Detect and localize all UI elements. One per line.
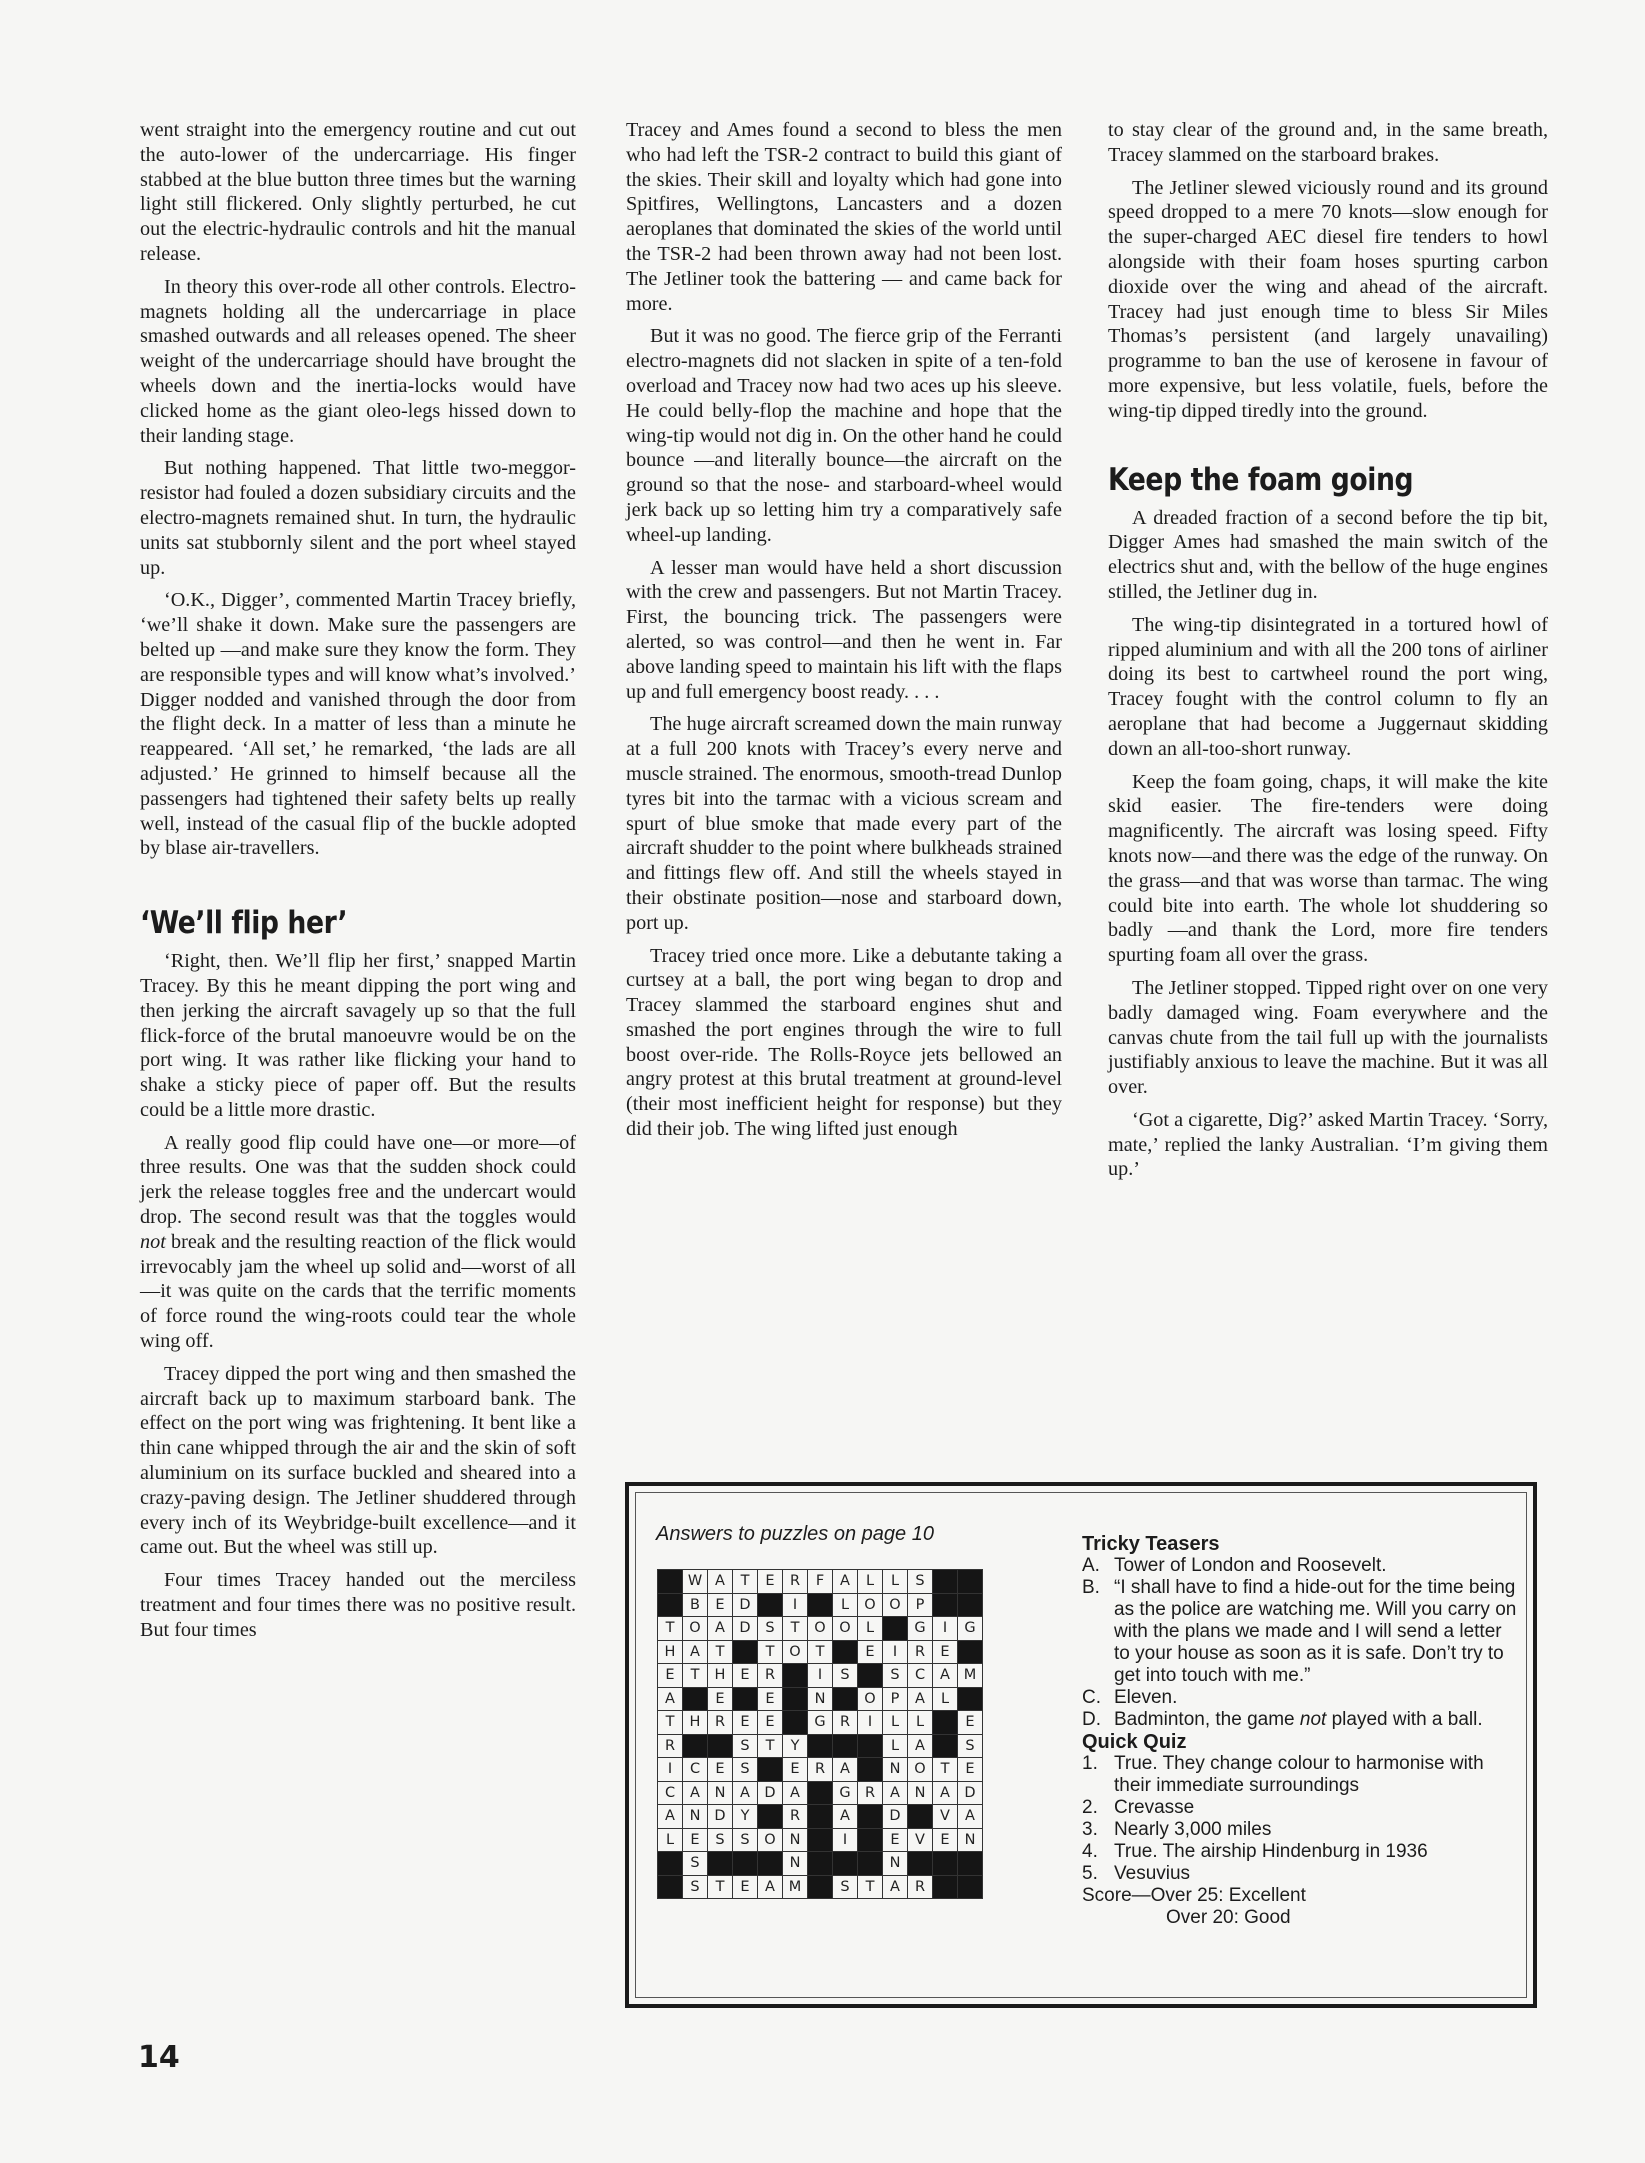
crossword-letter-cell: T [708, 1640, 733, 1664]
crossword-letter-cell: G [958, 1617, 983, 1641]
crossword-letter-cell: I [933, 1617, 958, 1641]
crossword-row [658, 1734, 983, 1758]
section-heading-foam: Keep the foam going [1108, 461, 1414, 498]
answer-label: 5. [1082, 1863, 1098, 1884]
crossword-black-cell [808, 1828, 833, 1852]
text-run: played with a ball. [1326, 1709, 1483, 1730]
crossword-letter-cell: M [958, 1664, 983, 1688]
crossword-letter-cell: R [758, 1664, 783, 1688]
crossword-black-cell [783, 1664, 808, 1688]
article-column-2 [626, 118, 1062, 1150]
crossword-letter-cell: F [808, 1570, 833, 1594]
tricky-answer [1082, 1555, 1522, 1577]
crossword-letter-cell: I [783, 1593, 808, 1617]
crossword-row [658, 1570, 983, 1594]
crossword-letter-cell: T [858, 1875, 883, 1899]
crossword-row [658, 1758, 983, 1782]
crossword-black-cell [808, 1593, 833, 1617]
crossword-letter-cell: O [858, 1593, 883, 1617]
crossword-black-cell [708, 1734, 733, 1758]
answer-text: Vesuvius [1114, 1863, 1191, 1884]
crossword-row [658, 1781, 983, 1805]
quiz-answer [1082, 1819, 1522, 1841]
crossword-letter-cell: E [933, 1828, 958, 1852]
paragraph [140, 1131, 576, 1354]
crossword-letter-cell: S [833, 1664, 858, 1688]
crossword-letter-cell: E [708, 1687, 733, 1711]
crossword-black-cell [758, 1852, 783, 1876]
crossword-letter-cell: R [808, 1758, 833, 1782]
crossword-letter-cell: O [758, 1828, 783, 1852]
answer-label: B. [1082, 1577, 1100, 1598]
crossword-letter-cell: E [883, 1828, 908, 1852]
paragraph: ‘Right, then. We’ll flip her first,’ snapped Martin Tracey. By this he meant dipping the port wing and then jerking the aircraft savagely up so that the full flick-force of the brutal manoeuvre would be on the port wing. It was rather like flicking your hand to shake a sticky piece of paper off. But the results could be a little more drastic. [140, 950, 576, 1121]
crossword-letter-cell: R [658, 1734, 683, 1758]
crossword-letter-cell: I [658, 1758, 683, 1782]
crossword-letter-cell: G [908, 1617, 933, 1641]
crossword-letter-cell: E [758, 1711, 783, 1735]
crossword-letter-cell: I [833, 1828, 858, 1852]
crossword-letter-cell: L [833, 1593, 858, 1617]
crossword-black-cell [958, 1640, 983, 1664]
answer-text: Eleven. [1114, 1687, 1178, 1708]
answer-label: 4. [1082, 1841, 1098, 1862]
text-run: Badminton, the game [1114, 1709, 1300, 1730]
crossword-letter-cell: E [708, 1758, 733, 1782]
crossword-black-cell [858, 1758, 883, 1782]
crossword-black-cell [858, 1664, 883, 1688]
answer-label: D. [1082, 1709, 1101, 1730]
crossword-letter-cell: O [883, 1593, 908, 1617]
article-column-3 [1108, 118, 1548, 1190]
crossword-letter-cell: L [883, 1570, 908, 1594]
crossword-letter-cell: B [683, 1593, 708, 1617]
crossword-black-cell [858, 1805, 883, 1829]
crossword-letter-cell: H [708, 1664, 733, 1688]
crossword-letter-cell: H [683, 1711, 708, 1735]
crossword-letter-cell: N [683, 1805, 708, 1829]
paragraph: In theory this over-rode all other controls. Electro-magnets holding all the undercarriage in place smashed outwards and all releases opened. The sheer weight of the undercarriage should have brought the wheels down and the inertia-locks would have clicked home as the giant oleo-legs hissed down to their landing stage. [140, 275, 576, 447]
crossword-letter-cell: N [883, 1758, 908, 1782]
page-number: 14 [138, 2040, 180, 2075]
crossword-letter-cell: A [908, 1734, 933, 1758]
crossword-letter-cell: N [958, 1828, 983, 1852]
tricky-teasers-heading: Tricky Teasers [1082, 1533, 1220, 1555]
crossword-letter-cell: E [733, 1664, 758, 1688]
crossword-letter-cell: N [708, 1781, 733, 1805]
crossword-black-cell [858, 1852, 883, 1876]
crossword-letter-cell: S [733, 1828, 758, 1852]
crossword-letter-cell: S [683, 1875, 708, 1899]
crossword-black-cell [808, 1852, 833, 1876]
crossword-letter-cell: T [933, 1758, 958, 1782]
crossword-letter-cell: D [883, 1805, 908, 1829]
paragraph: went straight into the emergency routine and cut out the auto-lower of the undercarriage. His finger stabbed at the blue button three times but the warning light still flickered. Only slightly perturbed, he cut out the electric-hydraulic controls and hit the manual release. [140, 119, 576, 265]
paragraph: The wing-tip disintegrated in a tortured howl of ripped aluminium and with all the 200 tons of airliner doing its best to cartwheel round the port wing, Tracey fought with the control column to fly an aeroplane that had become a Juggernaut skidding down an all-too-short runway. [1108, 613, 1548, 760]
crossword-letter-cell: E [733, 1711, 758, 1735]
crossword-letter-cell: L [883, 1711, 908, 1735]
crossword-letter-cell: R [783, 1805, 808, 1829]
crossword-letter-cell: C [683, 1758, 708, 1782]
crossword-letter-cell: S [758, 1617, 783, 1641]
answer-label: 3. [1082, 1819, 1098, 1840]
paragraph: ‘Got a cigarette, Dig?’ asked Martin Tracey. ‘Sorry, mate,’ replied the lanky Australian. ‘I’m giving them up.’ [1108, 1108, 1548, 1181]
crossword-black-cell [683, 1687, 708, 1711]
crossword-letter-cell: A [933, 1781, 958, 1805]
crossword-letter-cell: C [658, 1781, 683, 1805]
score-line: Over 20: Good [1166, 1907, 1291, 1928]
answer-text: “I shall have to find a hide-out for the time being as the police are watching me. Will you carry on with the plans we made and I will send a letter to your house as soon as it is safe. Don’t try to get into touch with me.” [1114, 1577, 1517, 1686]
answer-text: Nearly 3,000 miles [1114, 1819, 1272, 1840]
crossword-black-cell [833, 1687, 858, 1711]
crossword-black-cell [908, 1805, 933, 1829]
crossword-black-cell [933, 1711, 958, 1735]
answer-text: Crevasse [1114, 1797, 1195, 1818]
crossword-letter-cell: E [783, 1758, 808, 1782]
crossword-letter-cell: E [683, 1828, 708, 1852]
crossword-row [658, 1875, 983, 1899]
crossword-black-cell [733, 1852, 758, 1876]
crossword-black-cell [758, 1758, 783, 1782]
crossword-black-cell [908, 1852, 933, 1876]
text-run: break and the resulting reaction of the flick would irrevocably jam the wheel up solid and—worst of all—it was quite on the cards that the terrific moments of force round the wing-roots could tear the whole wing off. [140, 1230, 576, 1353]
crossword-solution-grid [657, 1569, 983, 1899]
crossword-black-cell [683, 1734, 708, 1758]
crossword-letter-cell: A [708, 1617, 733, 1641]
crossword-letter-cell: S [958, 1734, 983, 1758]
crossword-black-cell [658, 1593, 683, 1617]
crossword-letter-cell: L [883, 1734, 908, 1758]
crossword-letter-cell: E [933, 1640, 958, 1664]
crossword-black-cell [808, 1805, 833, 1829]
crossword-letter-cell: S [733, 1758, 758, 1782]
crossword-letter-cell: N [783, 1828, 808, 1852]
crossword-letter-cell: L [658, 1828, 683, 1852]
answer-label: 2. [1082, 1797, 1098, 1818]
crossword-letter-cell: A [833, 1758, 858, 1782]
crossword-letter-cell: R [783, 1570, 808, 1594]
crossword-letter-cell: A [658, 1805, 683, 1829]
crossword-row [658, 1664, 983, 1688]
crossword-black-cell [758, 1805, 783, 1829]
crossword-letter-cell: T [733, 1570, 758, 1594]
crossword-letter-cell: R [858, 1781, 883, 1805]
crossword-letter-cell: V [908, 1828, 933, 1852]
quiz-answer [1082, 1797, 1522, 1819]
tricky-answer [1082, 1709, 1522, 1731]
crossword-letter-cell: D [733, 1617, 758, 1641]
answer-text: True. They change colour to harmonise with their immediate surroundings [1114, 1753, 1484, 1796]
crossword-black-cell [833, 1734, 858, 1758]
paragraph: But nothing happened. That little two-meggor-resistor had fouled a dozen subsidiary circuits and the electro-magnets remained shut. In turn, the hydraulic units sat stubbornly silent and the port wheel stayed up. [140, 457, 576, 579]
crossword-letter-cell: N [783, 1852, 808, 1876]
crossword-black-cell [833, 1852, 858, 1876]
crossword-letter-cell: D [708, 1805, 733, 1829]
paragraph: to stay clear of the ground and, in the same breath, Tracey slammed on the starboard brakes. [1108, 119, 1548, 166]
crossword-letter-cell: O [783, 1640, 808, 1664]
crossword-letter-cell: Y [783, 1734, 808, 1758]
crossword-letter-cell: C [908, 1664, 933, 1688]
crossword-letter-cell: T [683, 1664, 708, 1688]
crossword-row [658, 1640, 983, 1664]
paragraph: A lesser man would have held a short discussion with the crew and passengers. But not Martin Tracey. First, the bouncing trick. The passengers were alerted, so was control—and then he went in. Far above landing speed to maintain his lift with the flaps up and full emergency boost ready. . . . [626, 556, 1062, 703]
answer-text [1114, 1709, 1522, 1731]
paragraph: The huge aircraft screamed down the main runway at a full 200 knots with Tracey’s every nerve and muscle strained. The enormous, smooth-tread Dunlop tyres bit into the tarmac with a vicious scream and spurt of blue smoke that made every part of the aircraft shudder to the point where bulkheads strained and fittings flew off. And still the wheels stayed in their obstinate position—nose and starboard down, port up. [626, 713, 1062, 934]
crossword-letter-cell: H [658, 1640, 683, 1664]
crossword-letter-cell: A [908, 1687, 933, 1711]
paragraph: The Jetliner slewed viciously round and its ground speed dropped to a mere 70 knots—slow enough for the super-charged AEC diesel fire tenders to howl alongside with their foam hoses spurting carbon dioxide over the wing and ahead of the aircraft. Tracey had just enough time to bless Sir Miles Thomas’s persistent (and largely unavailing) programme to ban the use of kerosene in favour of more expensive, but less volatile, fuels, before the wing-tip dipped tiredly into the ground. [1108, 176, 1548, 422]
crossword-letter-cell: A [683, 1640, 708, 1664]
paragraph: Tracey tried once more. Like a debutante taking a curtsey at a ball, the port wing began to drop and Tracey slammed the starboard engines shut and smashed the port engines through the wire to full boost over-ride. The Rolls-Royce jets bellowed an angry protest at this brutal treatment at ground-level (their most inefficient height for response) but they did their job. The wing lifted just enough [626, 944, 1062, 1141]
crossword-letter-cell: T [658, 1711, 683, 1735]
crossword-letter-cell: O [808, 1617, 833, 1641]
crossword-letter-cell: E [758, 1570, 783, 1594]
crossword-letter-cell: T [783, 1617, 808, 1641]
crossword-letter-cell: P [908, 1593, 933, 1617]
tricky-answer [1082, 1577, 1522, 1687]
crossword-letter-cell: L [908, 1711, 933, 1735]
crossword-black-cell [933, 1734, 958, 1758]
crossword-letter-cell: E [733, 1875, 758, 1899]
paragraph: The Jetliner stopped. Tipped right over on one very badly damaged wing. Foam everywhere and the canvas chute from the tail full up with the journalists justifiably anxious to leave the machine. But it was all over. [1108, 976, 1548, 1099]
crossword-letter-cell: T [758, 1734, 783, 1758]
tricky-answer [1082, 1687, 1522, 1709]
crossword-letter-cell: N [883, 1852, 908, 1876]
quiz-answer [1082, 1753, 1522, 1797]
crossword-letter-cell: G [833, 1781, 858, 1805]
crossword-letter-cell: O [683, 1617, 708, 1641]
answer-label: C. [1082, 1687, 1101, 1708]
crossword-black-cell [708, 1852, 733, 1876]
crossword-letter-cell: A [833, 1805, 858, 1829]
crossword-letter-cell: L [858, 1570, 883, 1594]
emphasis-text: not [140, 1230, 166, 1253]
crossword-row [658, 1805, 983, 1829]
crossword-letter-cell: R [908, 1640, 933, 1664]
quiz-answer [1082, 1863, 1522, 1885]
emphasis-text: not [1299, 1709, 1327, 1730]
article-column-1 [140, 118, 576, 1651]
paragraph: Tracey and Ames found a second to bless the men who had left the TSR-2 contract to build this giant of the skies. Their skill and loyalty which had gone into Spitfires, Wellingtons, Lancasters and a dozen aeroplanes that dominated the skies of the world until the TSR-2 had been thrown away had not been lost. The Jetliner took the battering — and came back for more. [626, 119, 1062, 315]
crossword-letter-cell: T [658, 1617, 683, 1641]
crossword-black-cell [958, 1852, 983, 1876]
crossword-letter-cell: O [858, 1687, 883, 1711]
crossword-letter-cell: V [933, 1805, 958, 1829]
answer-label: 1. [1082, 1753, 1098, 1774]
crossword-letter-cell: A [883, 1781, 908, 1805]
crossword-black-cell [658, 1852, 683, 1876]
crossword-letter-cell: A [933, 1664, 958, 1688]
crossword-letter-cell: E [708, 1593, 733, 1617]
crossword-black-cell [658, 1875, 683, 1899]
crossword-row [658, 1593, 983, 1617]
crossword-black-cell [733, 1687, 758, 1711]
crossword-letter-cell: E [958, 1711, 983, 1735]
crossword-letter-cell: N [908, 1781, 933, 1805]
crossword-letter-cell: R [708, 1711, 733, 1735]
answer-text: True. The airship Hindenburg in 1936 [1114, 1841, 1428, 1862]
crossword-letter-cell: S [683, 1852, 708, 1876]
paragraph: Tracey dipped the port wing and then smashed the aircraft back up to maximum starboard bank. The effect on the port wing was frightening. It bent like a thin cane whipped through the air and the skin of soft aluminium on its surface buckled and sheared into a crazy-paving design. The Jetliner shuddered through every inch of its Weybridge-built excellence—and it came out. But the wheel was still up. [140, 1362, 576, 1559]
puzzle-answers-box [625, 1482, 1537, 2008]
crossword-black-cell [933, 1875, 958, 1899]
crossword-letter-cell: A [958, 1805, 983, 1829]
crossword-letter-cell: Y [733, 1805, 758, 1829]
text-run: A really good flip could have one—or more—of three results. One was that the sudden shock could jerk the release toggles free and the undercart would drop. The second result was that the toggles would [140, 1131, 576, 1229]
crossword-letter-cell: T [808, 1640, 833, 1664]
crossword-letter-cell: A [783, 1781, 808, 1805]
quiz-answer [1082, 1841, 1522, 1863]
answer-label: A. [1082, 1555, 1100, 1576]
quick-quiz-heading: Quick Quiz [1082, 1731, 1187, 1753]
crossword-black-cell [783, 1687, 808, 1711]
paragraph: ‘O.K., Digger’, commented Martin Tracey briefly, ‘we’ll shake it down. Make sure the passengers are belted up —and make sure they know the form. They are responsible types and will know what’s involved.’ Digger nodded and vanished through the door from the flight deck. In a matter of less than a minute he reappeared. ‘All set,’ he remarked, ‘the lads are all adjusted.’ He grinned to himself because all the passengers had tightened their safety belts up really well, instead of the casual flip of the buckle adopted by blase air-travellers. [140, 589, 576, 860]
crossword-letter-cell: A [708, 1570, 733, 1594]
crossword-row [658, 1828, 983, 1852]
crossword-letter-cell: I [808, 1664, 833, 1688]
crossword-letter-cell: A [758, 1875, 783, 1899]
crossword-black-cell [933, 1852, 958, 1876]
crossword-black-cell [958, 1593, 983, 1617]
crossword-black-cell [883, 1617, 908, 1641]
crossword-black-cell [808, 1875, 833, 1899]
crossword-letter-cell: A [683, 1781, 708, 1805]
crossword-letter-cell: A [833, 1570, 858, 1594]
crossword-letter-cell: O [833, 1617, 858, 1641]
crossword-black-cell [858, 1828, 883, 1852]
crossword-letter-cell: W [683, 1570, 708, 1594]
crossword-letter-cell: O [908, 1758, 933, 1782]
crossword-black-cell [733, 1640, 758, 1664]
crossword-letter-cell: E [858, 1640, 883, 1664]
answers-box-inner [635, 1492, 1527, 1998]
crossword-letter-cell: I [858, 1711, 883, 1735]
crossword-black-cell [833, 1640, 858, 1664]
crossword-letter-cell: E [658, 1664, 683, 1688]
crossword-black-cell [858, 1734, 883, 1758]
crossword-black-cell [758, 1593, 783, 1617]
paragraph: Keep the foam going, chaps, it will make the kite skid easier. The fire-tenders were doing magnificently. The aircraft was losing speed. Fifty knots now—and there was the edge of the runway. On the grass—and that was worse than tarmac. The wing could bite into earth. The whole lot shuddering so badly —and thank the Lord, more fire tenders spurting foam all over the grass. [1108, 770, 1548, 967]
crossword-black-cell [958, 1687, 983, 1711]
paragraph: But it was no good. The fierce grip of the Ferranti electro-magnets did not slacken in spite of a ten-fold overload and Tracey now had two aces up his sleeve. He could belly-flop the machine and hope that the wing-tip would not dig in. On the other hand he could bounce —and literally bounce—the aircraft on the ground so that the nose- and starboard-wheel would jerk back up so letting him try a comparatively safe wheel-up landing. [626, 325, 1062, 546]
crossword-letter-cell: N [808, 1687, 833, 1711]
crossword-letter-cell: S [833, 1875, 858, 1899]
crossword-letter-cell: R [908, 1875, 933, 1899]
crossword-letter-cell: L [933, 1687, 958, 1711]
crossword-letter-cell: E [958, 1758, 983, 1782]
crossword-letter-cell: S [733, 1734, 758, 1758]
crossword-black-cell [958, 1570, 983, 1594]
crossword-letter-cell: D [758, 1781, 783, 1805]
crossword-letter-cell: D [958, 1781, 983, 1805]
score-line: Score—Over 25: Excellent [1082, 1885, 1306, 1906]
crossword-black-cell [933, 1570, 958, 1594]
section-heading-flip: ‘We’ll flip her’ [140, 905, 348, 942]
crossword-letter-cell: G [808, 1711, 833, 1735]
crossword-letter-cell: A [883, 1875, 908, 1899]
answer-text: Tower of London and Roosevelt. [1114, 1555, 1387, 1576]
crossword-black-cell [658, 1570, 683, 1594]
crossword-letter-cell: R [833, 1711, 858, 1735]
crossword-letter-cell: S [883, 1664, 908, 1688]
crossword-letter-cell: L [858, 1617, 883, 1641]
crossword-letter-cell: A [658, 1687, 683, 1711]
answers-title: Answers to puzzles on page 10 [656, 1523, 934, 1545]
crossword-black-cell [958, 1875, 983, 1899]
crossword-letter-cell: A [733, 1781, 758, 1805]
crossword-black-cell [933, 1593, 958, 1617]
paragraph: A dreaded fraction of a second before the tip bit, Digger Ames had smashed the main switch of the electrics shut and, with the bellow of the huge engines stilled, the Jetliner dug in. [1108, 506, 1548, 603]
crossword-black-cell [808, 1781, 833, 1805]
answers-list [1082, 1533, 1522, 1929]
crossword-letter-cell: S [908, 1570, 933, 1594]
crossword-letter-cell: T [758, 1640, 783, 1664]
paragraph: Four times Tracey handed out the merciless treatment and four times there was no positive result. But four times [140, 1569, 576, 1641]
crossword-black-cell [783, 1711, 808, 1735]
crossword-letter-cell: S [708, 1828, 733, 1852]
crossword-row [658, 1687, 983, 1711]
crossword-row [658, 1711, 983, 1735]
crossword-letter-cell: D [733, 1593, 758, 1617]
crossword-black-cell [808, 1734, 833, 1758]
crossword-row [658, 1852, 983, 1876]
crossword-letter-cell: M [783, 1875, 808, 1899]
crossword-letter-cell: P [883, 1687, 908, 1711]
crossword-letter-cell: T [708, 1875, 733, 1899]
crossword-letter-cell: I [883, 1640, 908, 1664]
crossword-letter-cell: E [758, 1687, 783, 1711]
crossword-row [658, 1617, 983, 1641]
